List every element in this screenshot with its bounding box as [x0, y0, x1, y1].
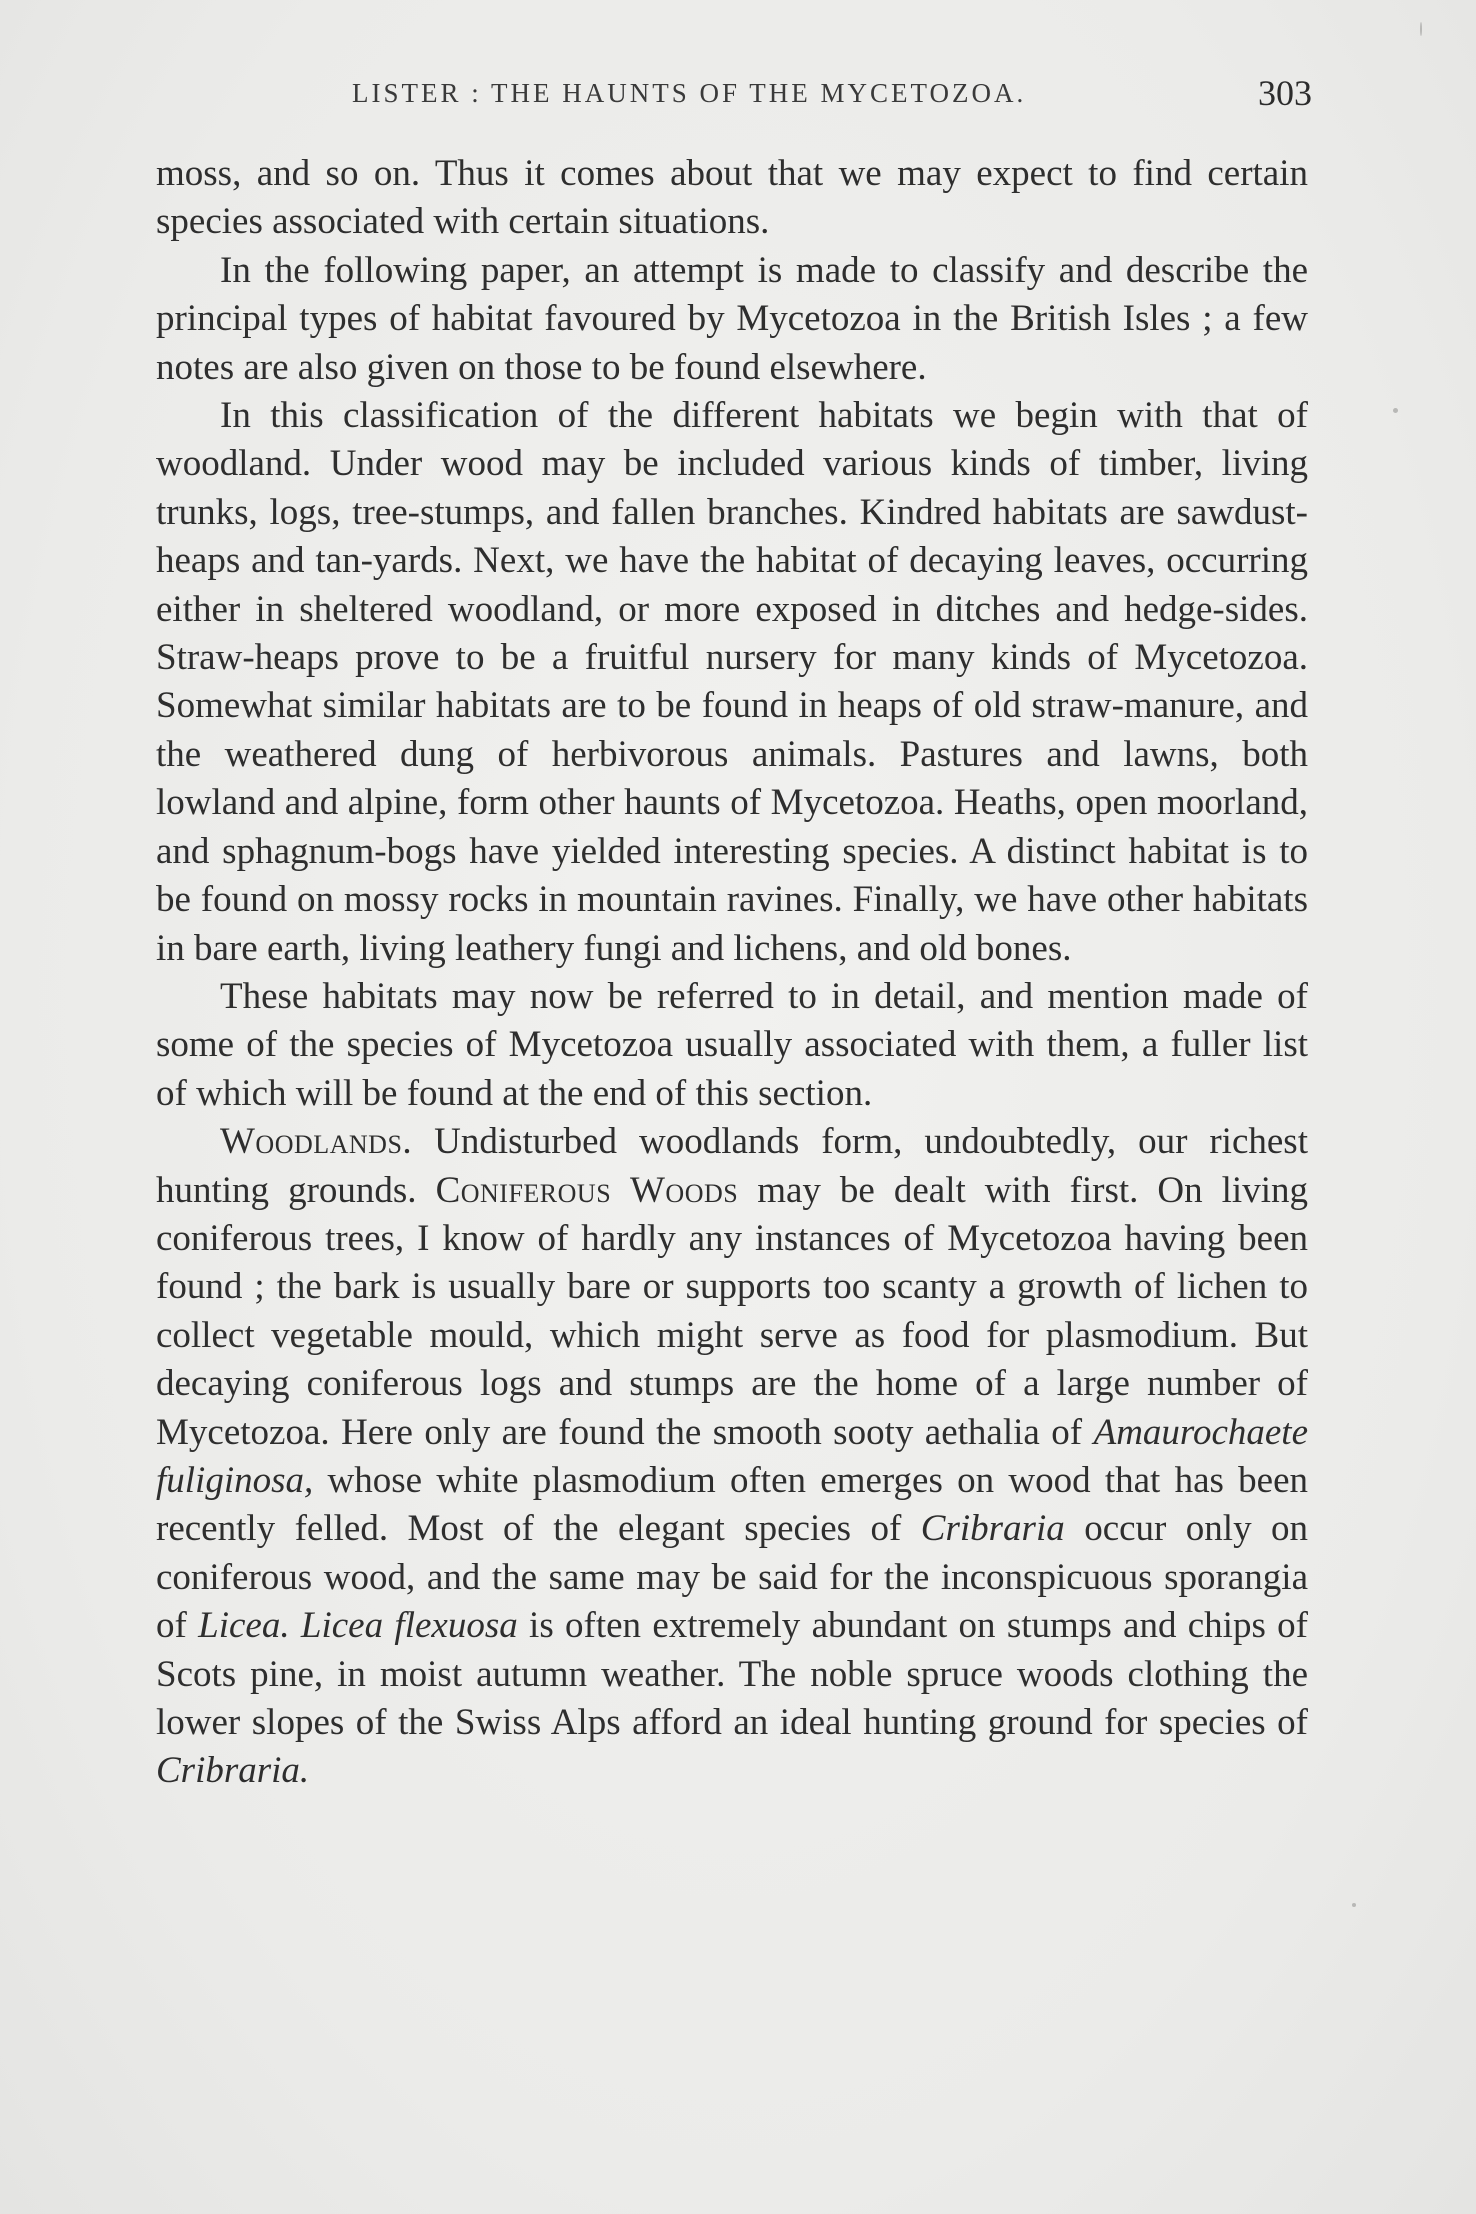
- text-run: is often extremely abundant on stumps and chips of Scots pine, in moist autumn weather. The noble spruce woods clothing the lower slopes of the Swiss Alps afford an ideal hunting ground for species of: [156, 1605, 1308, 1743]
- species-name: Licea flexuosa: [300, 1605, 518, 1647]
- text-run: occur only on coniferous wood, and the same may be said for the inconspicuous sporangia of: [156, 1508, 1309, 1647]
- text-run: may be dealt with first. On living coniferous trees, I know of hardly any instances of Mycetozoa having been found ; the bark is usually bare or supports too scanty a growth of lichen to collect vegetable mould, which might serve as food for plasmodium. But decaying coniferous logs and stumps are the home of a large number of Mycetozoa. Here only are found the smooth sooty aethalia of: [156, 1169, 1308, 1453]
- genus-name: Licea.: [198, 1605, 290, 1647]
- section-heading-coniferous-woods: Coniferous Woods: [435, 1169, 739, 1211]
- section-heading-woodlands: Woodlands.: [220, 1121, 413, 1163]
- paper-speck: [1420, 22, 1422, 36]
- paragraph-classification: In this classification of the different habitats we begin with that of woodland. Under wood may be included various kinds of timber, living trunks, logs, tree-stumps, and fallen branches. Kindred habitats are sawdust-heaps and tan-yards. Next, we have the habitat of decaying leaves, occurring either in sheltered woodland, or more exposed in ditches and hedge-sides. Straw-heaps prove to be a fruitful nursery for many kinds of Mycetozoa. Somewhat similar habitats are to be found in heaps of old straw-manure, and the weathered dung of herbivorous animals. Pastures and lawns, both lowland and alpine, form other haunts of Mycetozoa. Heaths, open moorland, and sphagnum-bogs have yielded interesting species. A distinct habitat is to be found on mossy rocks in mountain ravines. Finally, we have other habitats in bare earth, living leathery fungi and lichens, and old bones.: [156, 395, 1308, 969]
- body-text: [156, 150, 1308, 1796]
- page-header: [352, 72, 1312, 122]
- paragraph-woodlands: [156, 1118, 1308, 1796]
- paragraph-continuation: moss, and so on. Thus it comes about that we may expect to find certain species associated with certain situations.: [156, 153, 1308, 243]
- species-name: Amaurochaete fuliginosa,: [156, 1411, 1308, 1501]
- paper-speck: [1393, 408, 1398, 413]
- page-number: 303: [1258, 73, 1312, 113]
- paper-speck: [1352, 1903, 1356, 1907]
- running-head: LISTER : THE HAUNTS OF THE MYCETOZOA.: [352, 78, 1027, 108]
- text-run: Undisturbed woodlands form, undoubtedly, our richest hunting grounds.: [156, 1121, 1308, 1211]
- genus-name: Cribraria: [920, 1508, 1065, 1550]
- paragraph-detail: These habitats may now be referred to in detail, and mention made of some of the species of Mycetozoa usually associated with them, a fuller list of which will be found at the end of this section.: [156, 975, 1308, 1114]
- paragraph-intro: In the following paper, an attempt is made to classify and describe the principal types of habitat favoured by Mycetozoa in the British Isles ; a few notes are also given on those to be found elsewhere.: [156, 249, 1308, 388]
- genus-name: Cribraria.: [156, 1750, 310, 1792]
- text-run: whose white plasmodium often emerges on wood that has been recently felled. Most of the elegant species of: [156, 1459, 1308, 1550]
